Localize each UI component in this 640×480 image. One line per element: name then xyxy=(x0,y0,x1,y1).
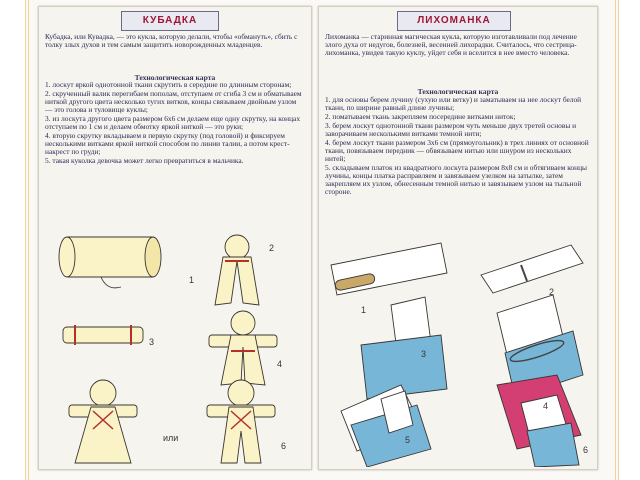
wrapped-stick-figure xyxy=(481,245,583,293)
likhomanka-title: ЛИХОМАНКА xyxy=(397,11,511,31)
likh-fig-label-5: 5 xyxy=(405,435,411,445)
likh-fig-label-1: 1 xyxy=(361,305,367,315)
kubadka-page xyxy=(38,6,312,470)
kubadka-diagram xyxy=(41,217,307,467)
likh-fig-label-2: 2 xyxy=(549,287,555,297)
likhomanka-step-1: 1. для основы берем лучину (сухую или ветку) и заматываем на нее лоскут белой ткани, по ширине равный длине лучины; xyxy=(325,95,582,113)
rolled-cloth-figure xyxy=(59,237,161,288)
kubadka-step-1: 1. лоскут яркой однотонной ткани скрутить в середине по длинным сторонам; xyxy=(45,80,292,89)
likh-fig-label-3: 3 xyxy=(421,349,427,359)
arm-roll-figure xyxy=(63,325,143,345)
kubadka-step-5: 5. такая куколка девочка может легко превратиться в мальчика. xyxy=(45,155,244,165)
likhomanka-illustrations xyxy=(321,235,595,467)
kubadka-illustrations xyxy=(41,217,309,467)
finished-likhomanka-figure xyxy=(497,375,581,467)
likhomanka-steps xyxy=(325,96,591,197)
kubadka-step-3: 3. из лоскута другого цвета размером 6х6 см делаем еще одну скрутку, на концах отступаем по 1 см и делаем обмотку яркой ниткой — это руки; xyxy=(45,113,301,132)
fig-label-4: 4 xyxy=(277,359,283,369)
kubadka-steps xyxy=(45,81,305,166)
likh-fig-label-4: 4 xyxy=(543,401,549,411)
fig-label-1: 1 xyxy=(189,275,195,285)
kubadka-subtitle: Технологическая карта xyxy=(134,73,216,82)
likhomanka-page xyxy=(318,6,598,470)
girl-doll-figure xyxy=(69,380,137,463)
fig-label-6: 6 xyxy=(281,441,287,451)
fig-label-3: 3 xyxy=(149,337,155,347)
stick-cloth-figure xyxy=(331,243,447,295)
kubadka-title: КУБАДКА xyxy=(121,11,219,31)
skirt-figure xyxy=(361,297,447,399)
kubadka-step-4: 4. вторую скрутку вкладываем в первую скрутку (под головой) и фиксируем несколькими витками яркой ниткой способом по линии талии, а потом крест-накрест по груди; xyxy=(45,130,290,157)
assembled-doll-figure xyxy=(209,311,277,385)
likhomanka-subtitle: Технологическая карта xyxy=(417,87,499,96)
likhomanka-step-2: 2. поматываем ткань закрепляем посередине витками ниток; xyxy=(325,111,516,121)
fig-label-2: 2 xyxy=(269,243,275,253)
fig-label-or: или xyxy=(163,433,179,443)
kubadka-intro: Кубадка, или Кувадка, — это кукла, которую делали, чтобы «обмануть», сбить с толку злых духов и тем самым защитить новорожденных младенцев. xyxy=(45,32,298,50)
kubadka-step-2: 2. скрученный валик перегибаем пополам, отступаем от сгиба 3 см и обматываем ниткой другого цвета несколько тугих витков, концы связываем двойным узлом — это голова и туловище куклы; xyxy=(45,88,302,115)
likhomanka-step-5: 5. складываем платок из квадратного лоскута размером 8х8 см и обтягиваем концы лучины, концы платка расправляем и завязываем узелком на затылке, затем закрепляем их узлом, обнесенным темной нитью и завязываем узлом на тыльной стороне. xyxy=(325,162,588,197)
boy-doll-figure xyxy=(207,380,275,463)
likhomanka-step-4: 4. берем лоскут ткани размером 3х6 см (прямоугольник) в трех линиях от основной ткани, повязываем передник — обвязываем нитью или шнуром из нескольких нитей; xyxy=(325,137,589,163)
likh-fig-label-6: 6 xyxy=(583,445,589,455)
likhomanka-diagram xyxy=(321,235,595,467)
likhomanka-step-3: 3. берем лоскут однотонной ткани размером чуть меньше двух третей основы и заворачиваем несколькими витками темной нити; xyxy=(325,120,577,138)
folded-roll-figure xyxy=(215,235,259,305)
likhomanka-intro: Лихоманка — старинная магическая кукла, которую изготавливали под лечение злого духа от недугов, болезней, весенней лихорадки. Считалось, что сестрица-лихоманка, увидев такую куклу, уйдет себя и вселится в нее вместо человека. xyxy=(325,32,577,58)
doll-with-scarf-figure xyxy=(341,385,431,467)
